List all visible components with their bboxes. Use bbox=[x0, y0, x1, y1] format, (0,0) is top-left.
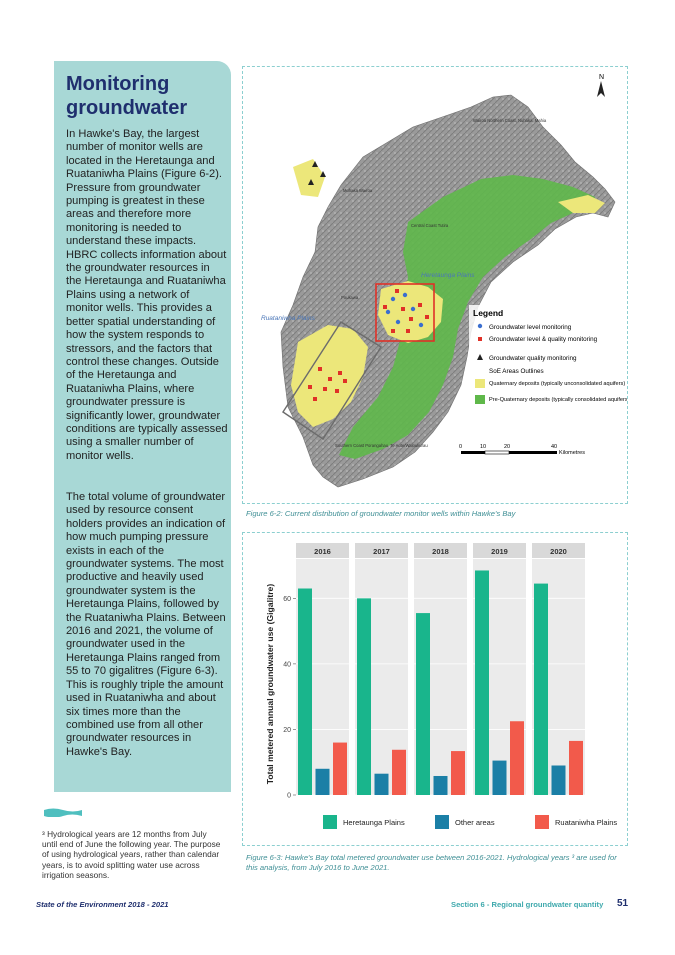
title-line1: Monitoring bbox=[66, 73, 170, 95]
scale-unit: Kilometres bbox=[559, 450, 585, 456]
bar-heretaunga-plains bbox=[298, 589, 312, 796]
y-tick-label: 40 bbox=[283, 661, 291, 669]
bar-heretaunga-plains bbox=[475, 570, 489, 795]
facet-label: 2016 bbox=[314, 547, 331, 556]
legend-item-prequaternary: Pre-Quaternary deposits (typically consolidated aquifers) bbox=[489, 397, 627, 403]
facet-label: 2020 bbox=[550, 547, 567, 556]
bar-other-areas bbox=[375, 774, 389, 795]
scale-tick-10: 10 bbox=[480, 444, 487, 450]
bar-ruataniwha-plains bbox=[451, 751, 465, 795]
legend-swatch bbox=[435, 815, 449, 829]
bar-chart bbox=[243, 533, 627, 845]
legend-item-quaternary: Quaternary deposits (typically unconsolidated aquifers) bbox=[489, 381, 626, 387]
facet-label: 2018 bbox=[432, 547, 449, 556]
label-heretaunga: Heretaunga Plains bbox=[421, 272, 475, 279]
y-tick-label: 20 bbox=[283, 726, 291, 734]
wave-decoration bbox=[44, 807, 82, 817]
legend-square-icon bbox=[478, 337, 482, 341]
footer-report-title: State of the Environment 2018 - 2021 bbox=[36, 900, 169, 909]
legend-prequaternary-swatch bbox=[475, 395, 485, 404]
legend-swatch bbox=[535, 815, 549, 829]
label-ruataniwha: Ruataniwha Plains bbox=[261, 315, 315, 322]
north-arrow-icon bbox=[597, 81, 605, 97]
y-tick-label: 60 bbox=[283, 595, 291, 603]
legend-item-quality: Groundwater quality monitoring bbox=[489, 355, 577, 362]
bar-heretaunga-plains bbox=[534, 584, 548, 795]
bar-other-areas bbox=[493, 761, 507, 795]
legend-circle-icon bbox=[478, 324, 482, 328]
y-tick-label: 0 bbox=[287, 792, 291, 800]
title-line2: groundwater bbox=[66, 97, 188, 119]
legend-swatch bbox=[323, 815, 337, 829]
bar-other-areas bbox=[434, 776, 448, 795]
label-northern: Wairoa Northern Coast, Nuhaka, Mahia bbox=[473, 118, 547, 123]
legend-quaternary-swatch bbox=[475, 379, 485, 388]
map-svg bbox=[243, 67, 627, 503]
bar-other-areas bbox=[316, 769, 330, 795]
scale-tick-0: 0 bbox=[459, 444, 463, 450]
legend-label: Other areas bbox=[455, 818, 495, 827]
footnote: ³ Hydrological years are 12 months from July until end of June the following year. The purpose of using hydrological years, rather than calendar years, is to avoid splitting water use across irrigation seasons. bbox=[42, 829, 221, 880]
legend-item-soe: SoE Areas Outlines bbox=[489, 368, 544, 375]
footer-section: Section 6 - Regional groundwater quantity bbox=[451, 900, 604, 909]
bar-other-areas bbox=[552, 766, 566, 796]
figure-caption-6-3: Figure 6-3: Hawke's Bay total metered groundwater use between 2016-2021. Hydrological years ³ are used for this analysis, from July 2016 to June 2021. bbox=[246, 853, 617, 872]
legend-item-level-quality: Groundwater level & quality monitoring bbox=[489, 336, 598, 343]
label-central: Central Coast Tutira bbox=[411, 223, 449, 228]
bar-ruataniwha-plains bbox=[510, 721, 524, 795]
scale-bar bbox=[459, 444, 585, 456]
bar-ruataniwha-plains bbox=[569, 741, 583, 795]
legend-label: Ruataniwha Plains bbox=[555, 818, 618, 827]
label-southern: Southern Coast Porangahau, Te Aute/Waipukurau bbox=[335, 443, 428, 448]
label-poukawa: Poukawa bbox=[341, 295, 359, 300]
region-quaternary-north bbox=[293, 159, 325, 197]
scale-tick-20: 20 bbox=[504, 444, 511, 450]
bar-heretaunga-plains bbox=[357, 598, 371, 795]
facet-label: 2019 bbox=[491, 547, 508, 556]
body-paragraph-1: In Hawke's Bay, the largest number of monitor wells are located in the Heretaunga and Ruataniwha Plains (Figure 6-2). Pressure from groundwater pumping is greatest in these areas and therefore more monitoring is needed to understand these impacts. HBRC collects information about the groundwater resources in the Heretaunga and Ruataniwha Plains using a network of monitor wells. This provides a better spatial understanding of how the system responds to stressors, and the factors that control these changes. Outside of the Heretaunga and Ruataniwha Plains, where groundwater pressure is significantly lower, groundwater conditions are typically assessed using a smaller number of monitor wells. bbox=[66, 128, 228, 462]
legend-item-level: Groundwater level monitoring bbox=[489, 324, 572, 331]
label-mohaka: Mohaka Wairoa bbox=[343, 188, 373, 193]
map-legend bbox=[469, 305, 627, 425]
north-label: N bbox=[599, 74, 605, 81]
facet-label: 2017 bbox=[373, 547, 390, 556]
page-number: 51 bbox=[617, 898, 629, 909]
page-title bbox=[66, 72, 226, 120]
legend-title: Legend bbox=[473, 308, 504, 318]
bar-heretaunga-plains bbox=[416, 613, 430, 795]
map-figure bbox=[242, 66, 628, 504]
bar-ruataniwha-plains bbox=[333, 743, 347, 795]
scale-tick-40: 40 bbox=[551, 444, 558, 450]
chart-ylabel: Total metered annual groundwater use (Gigalitre) bbox=[265, 583, 275, 785]
figure-caption-6-2: Figure 6-2: Current distribution of groundwater monitor wells within Hawke's Bay bbox=[246, 509, 516, 518]
chart-figure bbox=[242, 532, 628, 846]
legend-label: Heretaunga Plains bbox=[343, 818, 405, 827]
bar-ruataniwha-plains bbox=[392, 750, 406, 795]
body-paragraph-2: The total volume of groundwater used by resource consent holders provides an indication of how much pumping pressure exists in each of the groundwater systems. The most productive and heavily used groundwater system is the Heretaunga Plains, followed by the Ruataniwha Plains. Between 2016 and 2021, the volume of groundwater used in the Heretaunga Plains ranged from 55 to 70 gigalitres (Figure 6-3). This is roughly triple the amount used in Ruataniwha and about six times more than the combined use from all other groundwater resources in Hawke's Bay. bbox=[66, 491, 226, 758]
